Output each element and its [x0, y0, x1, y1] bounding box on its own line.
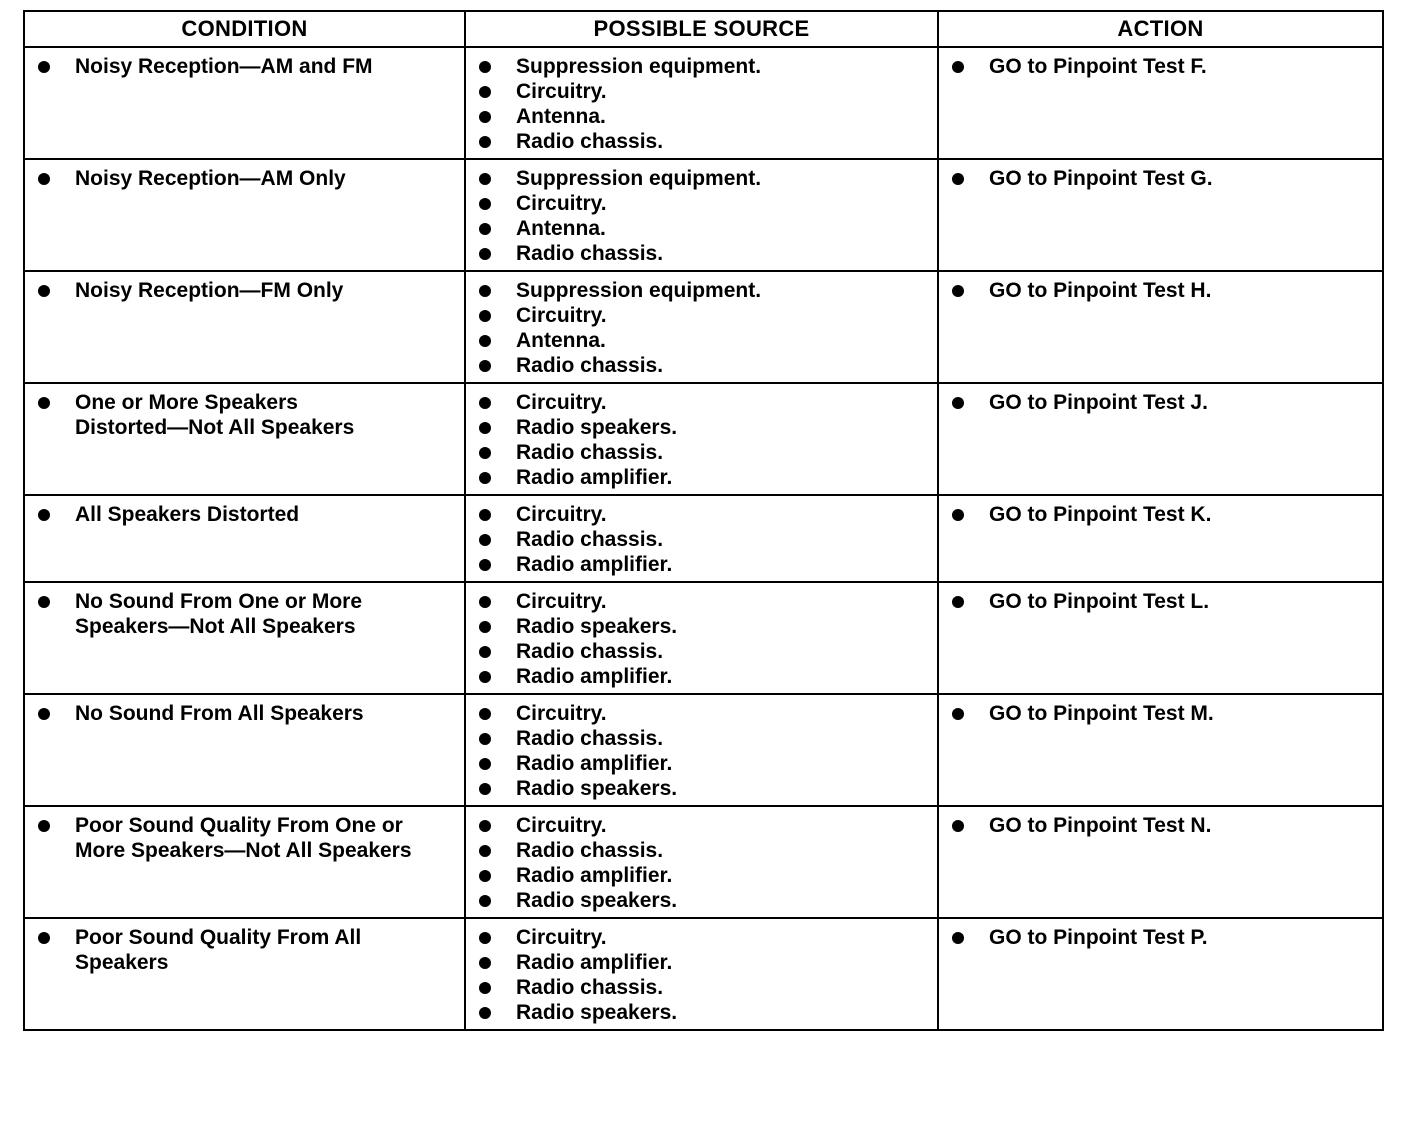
- source-text: Radio speakers.: [516, 416, 678, 439]
- condition-cell: [24, 495, 465, 582]
- condition-text: One or More Speakers: [75, 391, 298, 414]
- action-cell: [938, 159, 1383, 271]
- source-text: Radio chassis.: [516, 976, 664, 999]
- source-text: Radio chassis.: [516, 441, 664, 464]
- source-list: [476, 278, 927, 378]
- condition-list: [35, 278, 454, 303]
- condition-cell: [24, 918, 465, 1030]
- bullet-icon: [479, 198, 491, 210]
- source-item: [476, 79, 927, 104]
- action-text: GO to Pinpoint Test K.: [989, 503, 1212, 526]
- action-list: [949, 390, 1372, 415]
- action-text: GO to Pinpoint Test M.: [989, 702, 1214, 725]
- source-text: Radio chassis.: [516, 242, 664, 265]
- bullet-icon: [952, 509, 964, 521]
- condition-list: [35, 813, 454, 863]
- bullet-icon: [479, 360, 491, 372]
- bullet-icon: [479, 671, 491, 683]
- condition-item: [35, 502, 454, 527]
- header-action: ACTION: [938, 11, 1383, 47]
- condition-cell: [24, 159, 465, 271]
- action-item: [949, 502, 1372, 527]
- source-item: [476, 888, 927, 913]
- action-list: [949, 54, 1372, 79]
- bullet-icon: [479, 285, 491, 297]
- bullet-icon: [952, 173, 964, 185]
- condition-list: [35, 54, 454, 79]
- condition-text: Noisy Reception—FM Only: [75, 279, 344, 302]
- bullet-icon: [479, 783, 491, 795]
- condition-text: No Sound From All Speakers: [75, 702, 364, 725]
- source-list: [476, 166, 927, 266]
- source-text: Radio amplifier.: [516, 553, 673, 576]
- condition-cell: [24, 806, 465, 918]
- condition-text: Noisy Reception—AM Only: [75, 167, 346, 190]
- source-text: Circuitry.: [516, 814, 607, 837]
- source-text: Radio chassis.: [516, 640, 664, 663]
- condition-text: Poor Sound Quality From All: [75, 926, 362, 949]
- action-text: GO to Pinpoint Test F.: [989, 55, 1207, 78]
- action-cell: [938, 495, 1383, 582]
- source-text: Radio amplifier.: [516, 466, 673, 489]
- bullet-icon: [952, 708, 964, 720]
- condition-item: [35, 166, 454, 191]
- source-item: [476, 278, 927, 303]
- source-list: [476, 925, 927, 1025]
- bullet-icon: [479, 845, 491, 857]
- bullet-icon: [38, 397, 50, 409]
- possible-source-cell: [465, 918, 938, 1030]
- diagnosis-table: [23, 10, 1384, 1031]
- action-item: [949, 54, 1372, 79]
- condition-cell: [24, 383, 465, 495]
- possible-source-cell: [465, 806, 938, 918]
- condition-cell: [24, 694, 465, 806]
- table-row: [24, 159, 1383, 271]
- source-item: [476, 776, 927, 801]
- condition-item: [35, 813, 454, 863]
- action-list: [949, 278, 1372, 303]
- bullet-icon: [479, 870, 491, 882]
- source-item: [476, 614, 927, 639]
- action-item: [949, 166, 1372, 191]
- condition-item: [35, 54, 454, 79]
- source-text: Radio amplifier.: [516, 864, 673, 887]
- action-text: GO to Pinpoint Test J.: [989, 391, 1208, 414]
- condition-item: [35, 390, 454, 440]
- source-text: Circuitry.: [516, 702, 607, 725]
- bullet-icon: [479, 111, 491, 123]
- condition-cell: [24, 47, 465, 159]
- condition-item: [35, 701, 454, 726]
- source-text: Radio amplifier.: [516, 951, 673, 974]
- condition-item: [35, 589, 454, 639]
- table-row: [24, 495, 1383, 582]
- source-item: [476, 639, 927, 664]
- table-row: [24, 383, 1383, 495]
- bullet-icon: [38, 708, 50, 720]
- condition-text: Speakers—Not All Speakers: [75, 615, 356, 638]
- source-item: [476, 975, 927, 1000]
- action-item: [949, 813, 1372, 838]
- table-row: [24, 271, 1383, 383]
- source-text: Circuitry.: [516, 391, 607, 414]
- source-item: [476, 527, 927, 552]
- source-item: [476, 465, 927, 490]
- condition-list: [35, 925, 454, 975]
- source-item: [476, 863, 927, 888]
- bullet-icon: [479, 173, 491, 185]
- possible-source-cell: [465, 495, 938, 582]
- bullet-icon: [479, 820, 491, 832]
- source-text: Suppression equipment.: [516, 167, 762, 190]
- source-text: Radio chassis.: [516, 130, 664, 153]
- source-text: Circuitry.: [516, 503, 607, 526]
- source-text: Radio speakers.: [516, 889, 678, 912]
- condition-cell: [24, 582, 465, 694]
- possible-source-cell: [465, 47, 938, 159]
- header-possible-source: POSSIBLE SOURCE: [465, 11, 938, 47]
- action-text: GO to Pinpoint Test H.: [989, 279, 1212, 302]
- source-text: Radio speakers.: [516, 777, 678, 800]
- bullet-icon: [479, 61, 491, 73]
- condition-cell: [24, 271, 465, 383]
- action-list: [949, 502, 1372, 527]
- action-text: GO to Pinpoint Test P.: [989, 926, 1208, 949]
- source-item: [476, 838, 927, 863]
- source-text: Radio speakers.: [516, 615, 678, 638]
- source-text: Radio chassis.: [516, 528, 664, 551]
- possible-source-cell: [465, 383, 938, 495]
- condition-list: [35, 589, 454, 639]
- source-item: [476, 390, 927, 415]
- action-cell: [938, 47, 1383, 159]
- bullet-icon: [479, 472, 491, 484]
- source-text: Radio speakers.: [516, 1001, 678, 1024]
- source-text: Circuitry.: [516, 192, 607, 215]
- action-cell: [938, 582, 1383, 694]
- bullet-icon: [38, 509, 50, 521]
- bullet-icon: [479, 310, 491, 322]
- bullet-icon: [952, 596, 964, 608]
- source-item: [476, 751, 927, 776]
- source-list: [476, 390, 927, 490]
- source-text: Circuitry.: [516, 304, 607, 327]
- bullet-icon: [479, 335, 491, 347]
- source-text: Antenna.: [516, 105, 606, 128]
- possible-source-cell: [465, 694, 938, 806]
- source-item: [476, 129, 927, 154]
- bullet-icon: [479, 1007, 491, 1019]
- source-item: [476, 54, 927, 79]
- action-cell: [938, 271, 1383, 383]
- action-list: [949, 813, 1372, 838]
- bullet-icon: [479, 534, 491, 546]
- table-row: [24, 47, 1383, 159]
- bullet-icon: [479, 708, 491, 720]
- action-item: [949, 390, 1372, 415]
- source-text: Radio chassis.: [516, 839, 664, 862]
- condition-list: [35, 390, 454, 440]
- bullet-icon: [38, 596, 50, 608]
- bullet-icon: [38, 932, 50, 944]
- condition-list: [35, 701, 454, 726]
- bullet-icon: [479, 397, 491, 409]
- condition-text: Noisy Reception—AM and FM: [75, 55, 373, 78]
- bullet-icon: [479, 223, 491, 235]
- source-item: [476, 664, 927, 689]
- condition-list: [35, 502, 454, 527]
- action-list: [949, 701, 1372, 726]
- source-text: Circuitry.: [516, 590, 607, 613]
- source-text: Suppression equipment.: [516, 279, 762, 302]
- source-text: Suppression equipment.: [516, 55, 762, 78]
- action-item: [949, 589, 1372, 614]
- source-text: Antenna.: [516, 217, 606, 240]
- bullet-icon: [38, 820, 50, 832]
- source-item: [476, 726, 927, 751]
- source-list: [476, 701, 927, 801]
- source-text: Radio amplifier.: [516, 665, 673, 688]
- condition-item: [35, 925, 454, 975]
- header-condition: CONDITION: [24, 11, 465, 47]
- condition-text: Poor Sound Quality From One or: [75, 814, 403, 837]
- bullet-icon: [479, 422, 491, 434]
- bullet-icon: [479, 621, 491, 633]
- bullet-icon: [479, 559, 491, 571]
- source-item: [476, 552, 927, 577]
- bullet-icon: [479, 596, 491, 608]
- bullet-icon: [952, 932, 964, 944]
- action-list: [949, 925, 1372, 950]
- source-text: Radio chassis.: [516, 354, 664, 377]
- possible-source-cell: [465, 159, 938, 271]
- action-item: [949, 925, 1372, 950]
- bullet-icon: [479, 646, 491, 658]
- bullet-icon: [952, 285, 964, 297]
- source-item: [476, 813, 927, 838]
- action-cell: [938, 694, 1383, 806]
- possible-source-cell: [465, 271, 938, 383]
- bullet-icon: [479, 509, 491, 521]
- condition-text: More Speakers—Not All Speakers: [75, 839, 412, 862]
- source-list: [476, 589, 927, 689]
- bullet-icon: [952, 397, 964, 409]
- source-item: [476, 104, 927, 129]
- table-body: [24, 47, 1383, 1030]
- bullet-icon: [479, 982, 491, 994]
- source-text: Circuitry.: [516, 80, 607, 103]
- source-item: [476, 415, 927, 440]
- bullet-icon: [479, 136, 491, 148]
- condition-text: All Speakers Distorted: [75, 503, 300, 526]
- action-item: [949, 701, 1372, 726]
- action-text: GO to Pinpoint Test N.: [989, 814, 1212, 837]
- condition-text: No Sound From One or More: [75, 590, 362, 613]
- source-item: [476, 216, 927, 241]
- action-cell: [938, 806, 1383, 918]
- bullet-icon: [479, 932, 491, 944]
- bullet-icon: [38, 285, 50, 297]
- header-row: [24, 11, 1383, 47]
- table-row: [24, 806, 1383, 918]
- source-item: [476, 1000, 927, 1025]
- source-item: [476, 241, 927, 266]
- source-item: [476, 303, 927, 328]
- source-item: [476, 166, 927, 191]
- action-item: [949, 278, 1372, 303]
- source-item: [476, 440, 927, 465]
- source-item: [476, 353, 927, 378]
- table-row: [24, 582, 1383, 694]
- source-item: [476, 701, 927, 726]
- bullet-icon: [952, 820, 964, 832]
- source-item: [476, 191, 927, 216]
- source-text: Radio amplifier.: [516, 752, 673, 775]
- source-item: [476, 328, 927, 353]
- source-list: [476, 54, 927, 154]
- table-row: [24, 918, 1383, 1030]
- source-item: [476, 925, 927, 950]
- bullet-icon: [479, 758, 491, 770]
- source-item: [476, 589, 927, 614]
- action-list: [949, 166, 1372, 191]
- action-cell: [938, 383, 1383, 495]
- condition-text: Speakers: [75, 951, 169, 974]
- source-text: Antenna.: [516, 329, 606, 352]
- bullet-icon: [38, 173, 50, 185]
- bullet-icon: [479, 957, 491, 969]
- bullet-icon: [479, 447, 491, 459]
- action-text: GO to Pinpoint Test G.: [989, 167, 1213, 190]
- source-item: [476, 950, 927, 975]
- action-cell: [938, 918, 1383, 1030]
- bullet-icon: [38, 61, 50, 73]
- bullet-icon: [479, 248, 491, 260]
- bullet-icon: [952, 61, 964, 73]
- bullet-icon: [479, 86, 491, 98]
- table-row: [24, 694, 1383, 806]
- source-item: [476, 502, 927, 527]
- bullet-icon: [479, 895, 491, 907]
- source-text: Circuitry.: [516, 926, 607, 949]
- source-list: [476, 813, 927, 913]
- condition-text: Distorted—Not All Speakers: [75, 416, 355, 439]
- source-list: [476, 502, 927, 577]
- condition-item: [35, 278, 454, 303]
- action-list: [949, 589, 1372, 614]
- bullet-icon: [479, 733, 491, 745]
- action-text: GO to Pinpoint Test L.: [989, 590, 1210, 613]
- source-text: Radio chassis.: [516, 727, 664, 750]
- condition-list: [35, 166, 454, 191]
- possible-source-cell: [465, 582, 938, 694]
